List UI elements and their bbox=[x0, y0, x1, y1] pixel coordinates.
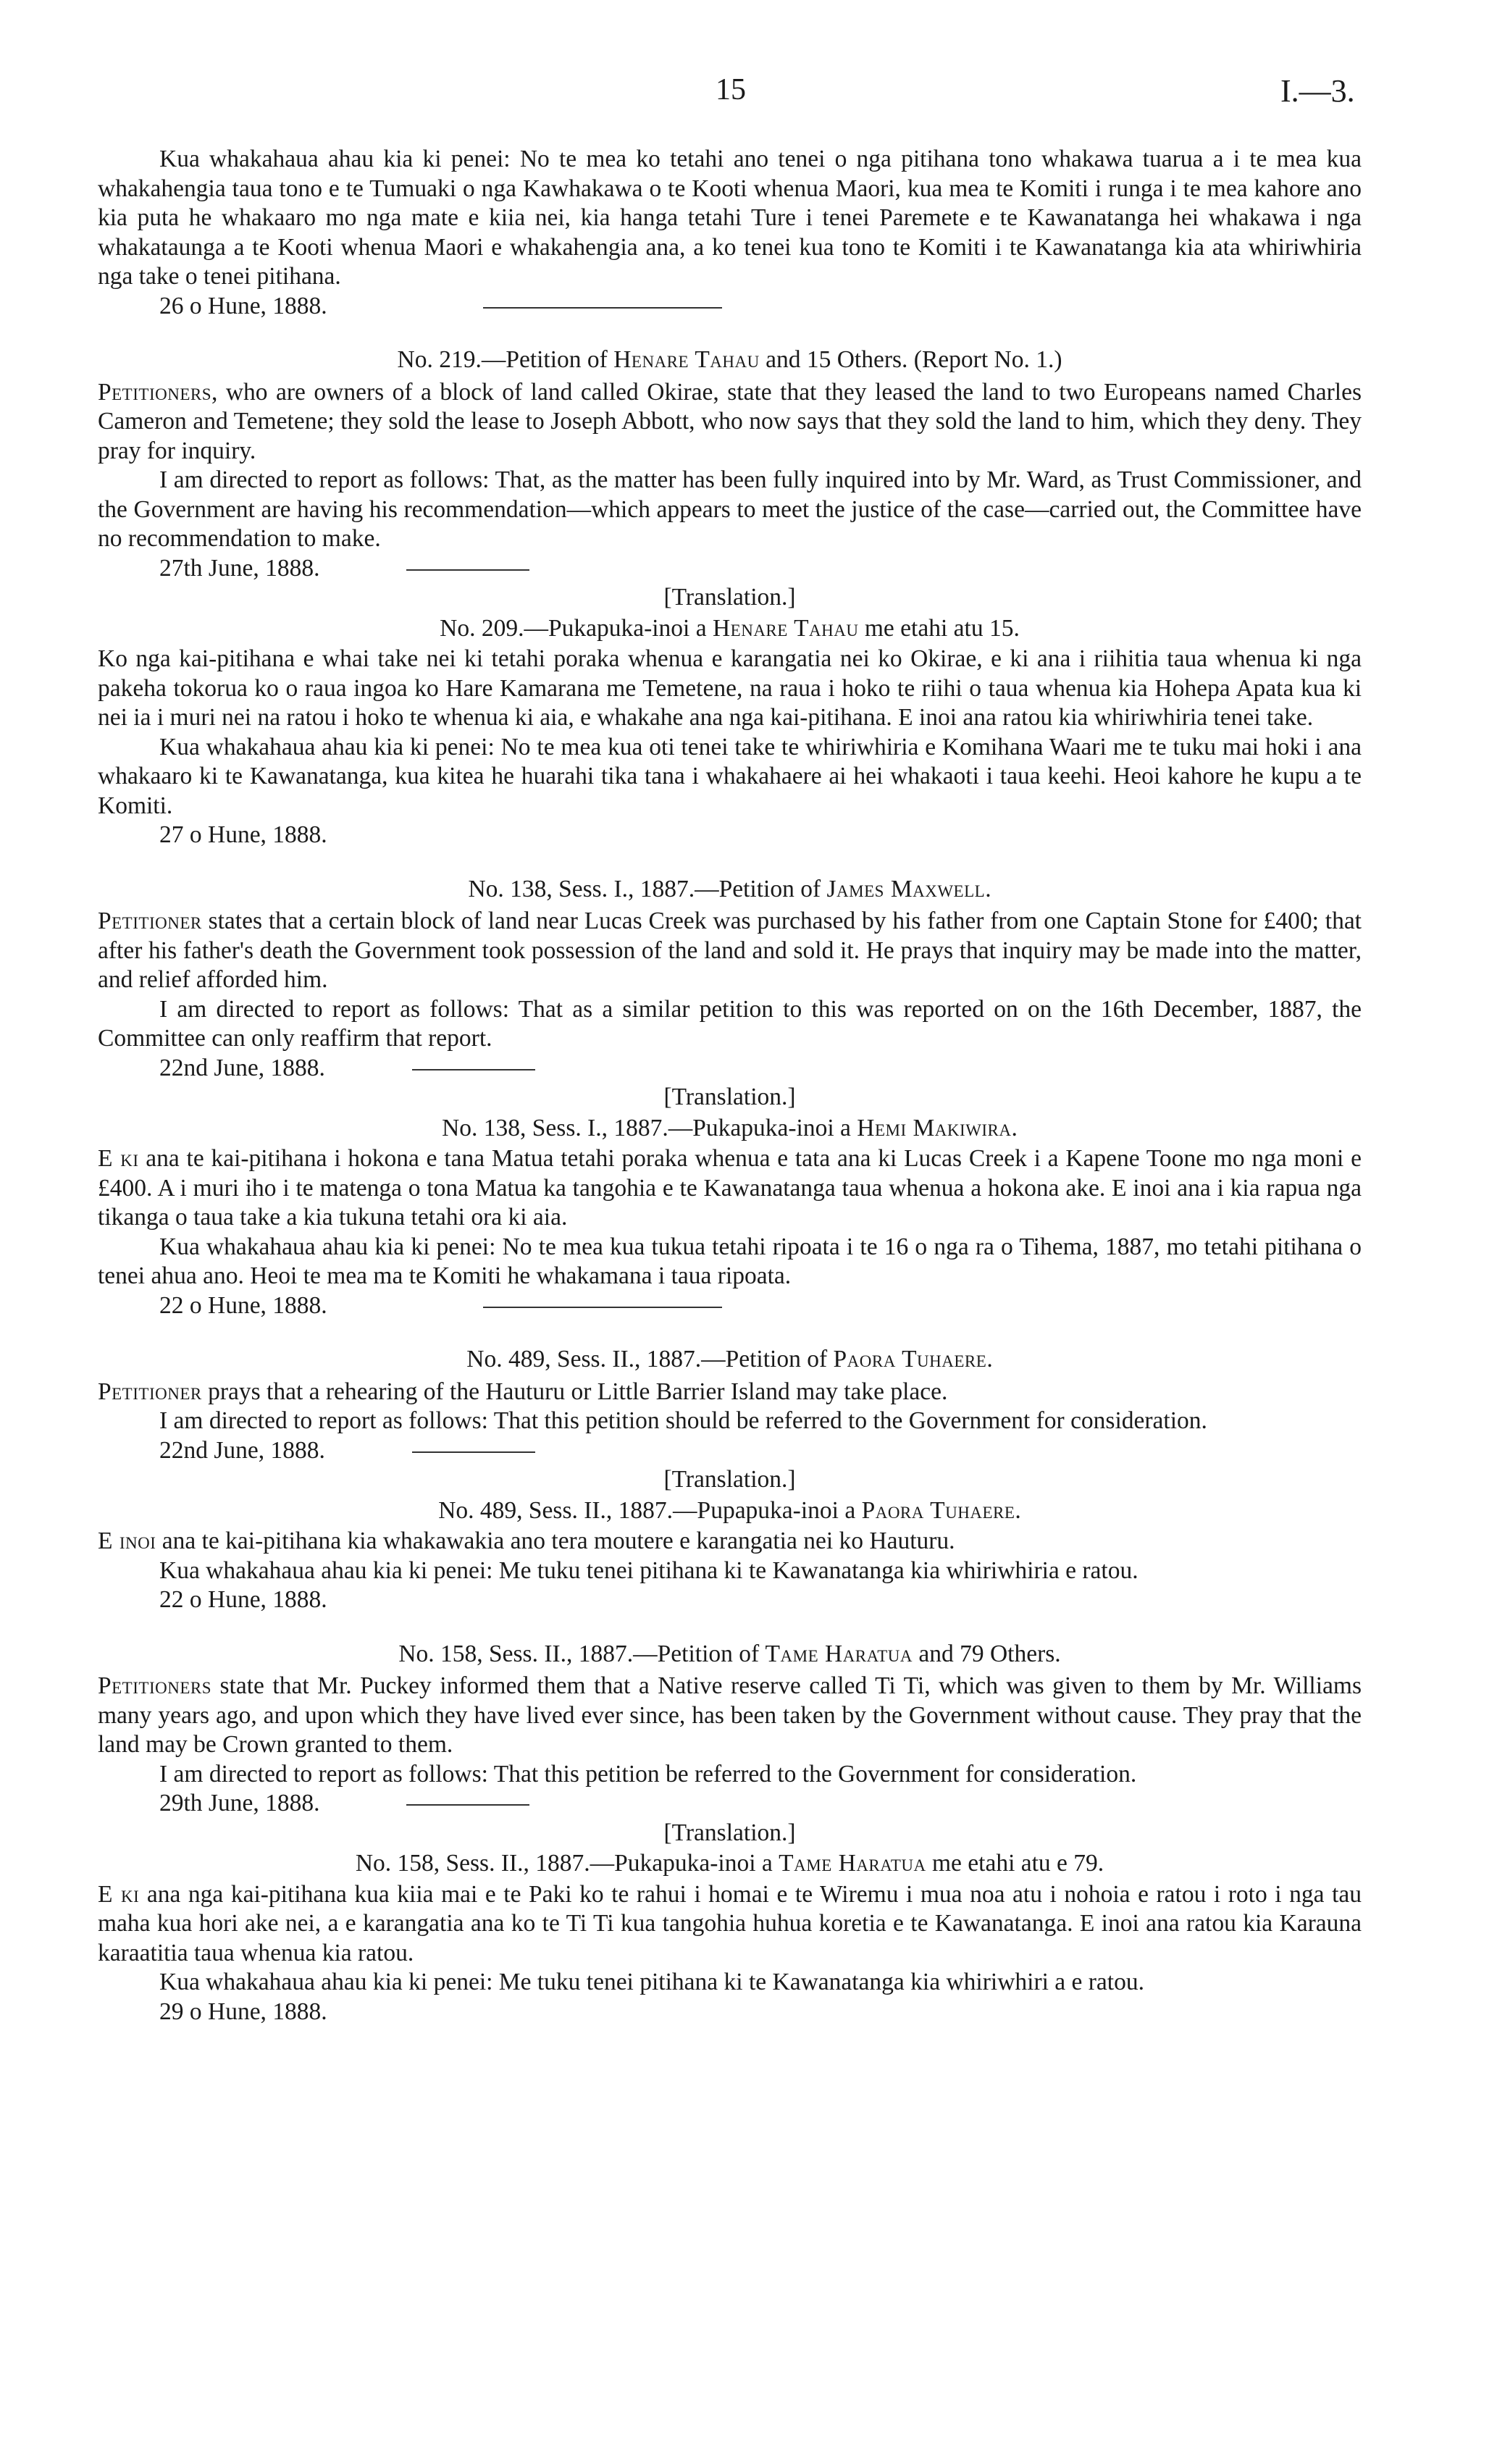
petition-report: Kua whakahaua ahau kia ki penei: No te mea kua tukua tetahi ripoata i te 16 o nga ra o Tihema, 1887, mo tetahi pitihana o tenei ahua ano. Heoi te mea ma te Komiti he whakamana i taua ripoata. bbox=[98, 1233, 1362, 1289]
petition-heading: No. 158, Sess. II., 1887.—Petition of Tame Haratua and 79 Others. bbox=[398, 1640, 1061, 1667]
intro-paragraph: Kua whakahaua ahau kia ki penei: No te mea ko tetahi ano tenei o nga pitihana tono whakawa tuarua a i te mea kua whakahengia taua tono e te Tumuaki o nga Kawhakawa o te Kooti whenua Maori, kua mea te Komiti i runga i te mea kahore ano kia puta he whakaaro mo nga mate e kiia nei, kia hanga tetahi Ture i tenei Paremete e te Kawanatanga hei whakawa i nga whakataunga a te Kooti whenua Maori e whakahengia ana, a ko tenei kua tono te Komiti i te Kawanatanga kia ata whiriwhiria nga take o tenei pitihana. bbox=[98, 146, 1362, 290]
petition-body: E ki ana nga kai-pitihana kua kiia mai e te Paki ko te rahui i homai e te Wiremu i mua noa atu i nohoia e ratou i roto i nga tau maha kua hori ake nei, a e karangatia ana ko te Ti Ti kua tangohia huhua koretia e te Kawanatanga. E inoi ana ratou kia Karauna karaatitia taua whenua kia ratou. bbox=[98, 1880, 1362, 1966]
section-divider bbox=[483, 1307, 722, 1308]
petition-heading: No. 489, Sess. II., 1887.—Pupapuka-inoi a Paora Tuhaere. bbox=[438, 1496, 1021, 1524]
short-divider bbox=[412, 1451, 535, 1453]
petition-date: 29th June, 1888. bbox=[98, 1789, 1362, 1819]
intro-section bbox=[98, 145, 1362, 321]
petition-489 bbox=[98, 1345, 1362, 1465]
petition-date: 22 o Hune, 1888. bbox=[98, 1291, 1362, 1321]
petition-158 bbox=[98, 1640, 1362, 1819]
petition-date: 22nd June, 1888. bbox=[98, 1054, 1362, 1084]
petition-report: Kua whakahaua ahau kia ki penei: Me tuku tenei pitihana ki te Kawanatanga kia whiriwhiria e ratou. bbox=[159, 1556, 1139, 1584]
petition-209-translation bbox=[98, 583, 1362, 850]
petition-138-translation bbox=[98, 1083, 1362, 1320]
translation-label: [Translation.] bbox=[663, 1084, 796, 1110]
petition-heading: No. 219.—Petition of Henare Tahau and 15 Others. (Report No. 1.) bbox=[397, 346, 1062, 373]
petition-body: Petitioner states that a certain block of land near Lucas Creek was purchased by his father from one Captain Stone for £400; that after his father's death the Government took possession of the land and sold it. He prays that inquiry may be made into the matter, and relief afforded him. bbox=[98, 908, 1362, 993]
petition-report: I am directed to report as follows: That this petition should be referred to the Government for consideration. bbox=[159, 1407, 1207, 1434]
petition-heading: No. 209.—Pukapuka-inoi a Henare Tahau me etahi atu 15. bbox=[440, 614, 1020, 642]
short-divider bbox=[412, 1069, 535, 1070]
short-divider bbox=[406, 1804, 529, 1806]
document-reference: I.—3. bbox=[1280, 73, 1355, 109]
petition-date: 27th June, 1888. bbox=[98, 554, 1362, 584]
petition-report: I am directed to report as follows: That this petition be referred to the Government for consideration. bbox=[159, 1760, 1137, 1788]
petition-158-translation bbox=[98, 1819, 1362, 2027]
intro-date: 26 o Hune, 1888. bbox=[98, 292, 1362, 322]
petition-date: 27 o Hune, 1888. bbox=[159, 821, 327, 848]
petition-heading: No. 158, Sess. II., 1887.—Pukapuka-inoi a Tame Haratua me etahi atu e 79. bbox=[355, 1850, 1104, 1877]
page-header bbox=[0, 72, 1497, 116]
petition-heading: No. 138, Sess. I., 1887.—Pukapuka-inoi a Hemi Makiwira. bbox=[442, 1114, 1018, 1141]
petition-report: Kua whakahaua ahau kia ki penei: No te mea kua oti tenei take te whiriwhiria e Komihana Waari me te tuku mai hoki i ana whakaaro ki te Kawanatanga, kua kitea he huarahi tika tana i whakahaere ai hei whakaoti i taua keehi. Heoi kahore he kupu a te Komiti. bbox=[98, 733, 1362, 819]
page-content bbox=[98, 145, 1362, 2027]
petition-heading: No. 489, Sess. II., 1887.—Petition of Paora Tuhaere. bbox=[466, 1346, 993, 1373]
petition-138 bbox=[98, 875, 1362, 1084]
translation-label: [Translation.] bbox=[663, 584, 796, 611]
petition-date: 22 o Hune, 1888. bbox=[159, 1586, 327, 1613]
section-divider bbox=[483, 307, 722, 309]
petition-body: Petitioners state that Mr. Puckey informed them that a Native reserve called Ti Ti, which was given to them by Mr. Williams many years ago, and upon which they have lived ever since, has been taken by the Government without cause. They pray that the land may be Crown granted to them. bbox=[98, 1672, 1362, 1758]
petition-date: 22nd June, 1888. bbox=[98, 1436, 1362, 1466]
short-divider bbox=[406, 569, 529, 571]
petition-report: Kua whakahaua ahau kia ki penei: Me tuku tenei pitihana ki te Kawanatanga kia whiriwhiri a e ratou. bbox=[159, 1969, 1144, 1995]
petition-219 bbox=[98, 345, 1362, 583]
translation-label: [Translation.] bbox=[663, 1819, 796, 1846]
petition-489-translation bbox=[98, 1465, 1362, 1615]
petition-heading: No. 138, Sess. I., 1887.—Petition of James Maxwell. bbox=[468, 875, 991, 902]
petition-body: Ko nga kai-pitihana e whai take nei ki tetahi poraka whenua e karangatia nei ko Okirae, e ki ana i riihitia taua whenua ki nga pakeha tokorua ko o raua ingoa ko Hare Kamarana me Temetene, na raua i hoko te riihi o taua whenua kia Hohepa Apata kua ki nei ia i muri nei na ratou i hoko te whenua ki aia, e whakahe ana nga kai-pitihana. E inoi ana ratou kia whiriwhiria tenei take. bbox=[98, 645, 1362, 731]
petition-body: Petitioners, who are owners of a block of land called Okirae, state that they leased the land to two Europeans named Charles Cameron and Temetene; they sold the lease to Joseph Abbott, who now says that they sold the land to him, which they deny. They pray for inquiry. bbox=[98, 378, 1362, 464]
petition-report: I am directed to report as follows: That as a similar petition to this was reported on on the 16th December, 1887, the Committee can only reaffirm that report. bbox=[98, 995, 1362, 1052]
petition-body: E ki ana te kai-pitihana i hokona e tana Matua tetahi poraka whenua e tata ana ki Lucas Creek i a Kapene Toone mo nga moni e £400. A i muri iho i te matenga o tona Matua ka tangohia e te Kawanatanga taua whenua a hokona ake. E inoi ana i kia rapua nga tikanga o taua take a kia tukuna tetahi ora ki aia. bbox=[98, 1145, 1362, 1231]
page-number: 15 bbox=[716, 73, 746, 106]
petition-body: E inoi ana te kai-pitihana kia whakawakia ano tera moutere e karangatia nei ko Hauturu. bbox=[98, 1528, 955, 1554]
petition-date: 29 o Hune, 1888. bbox=[159, 1998, 327, 2025]
petition-report: I am directed to report as follows: That, as the matter has been fully inquired into by Mr. Ward, as Trust Commissioner, and the Government are having his recommendation—which appears to meet the justice of the case—carried out, the Committee have no recommendation to make. bbox=[98, 466, 1362, 552]
translation-label: [Translation.] bbox=[663, 1466, 796, 1493]
petition-body: Petitioner prays that a rehearing of the Hauturu or Little Barrier Island may take place. bbox=[98, 1378, 948, 1405]
